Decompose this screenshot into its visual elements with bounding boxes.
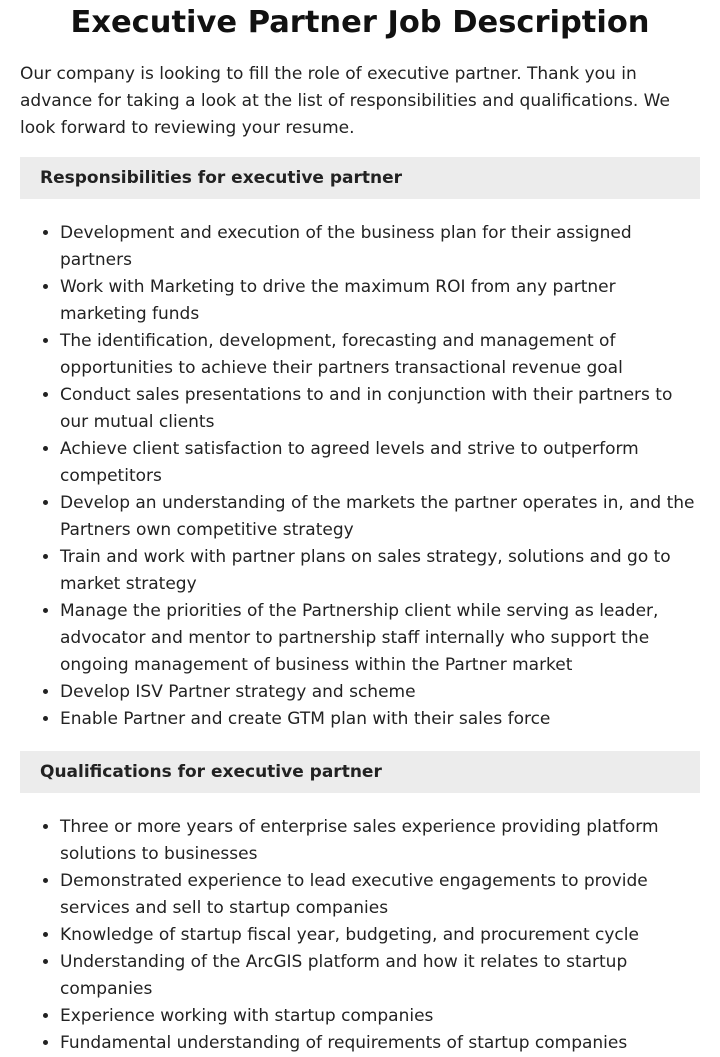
list-item: • Achieve client satisfaction to agreed levels and strive to outperform competitors xyxy=(60,436,700,490)
list-item: • Fundamental understanding of requirements of startup companies xyxy=(60,1030,700,1057)
list-item: • Manage the priorities of the Partnership client while serving as leader, advocator and mentor to partnership staff internally who support the ongoing management of business within the Partner market xyxy=(60,598,700,679)
intro-paragraph: Our company is looking to fill the role of executive partner. Thank you in advance for taking a look at the list of responsibilities and qualifications. We look forward to reviewing your resume. xyxy=(20,64,670,138)
list-item: • Train and work with partner plans on sales strategy, solutions and go to market strategy xyxy=(60,544,700,598)
list-item: • Understanding of the ArcGIS platform and how it relates to startup companies xyxy=(60,949,700,1003)
responsibilities-list xyxy=(20,220,700,733)
qualifications-heading: Qualifications for executive partner xyxy=(20,751,700,793)
list-item: • Develop an understanding of the markets the partner operates in, and the Partners own competitive strategy xyxy=(60,490,700,544)
qualifications-list xyxy=(20,814,700,1057)
list-item: • Develop ISV Partner strategy and scheme xyxy=(60,679,700,706)
page-title: Executive Partner Job Description xyxy=(70,5,650,40)
list-item: • Conduct sales presentations to and in conjunction with their partners to our mutual clients xyxy=(60,382,700,436)
list-item: • The identification, development, forecasting and management of opportunities to achieve their partners transactional revenue goal xyxy=(60,328,700,382)
list-item: • Development and execution of the business plan for their assigned partners xyxy=(60,220,700,274)
list-item: • Experience working with startup companies xyxy=(60,1003,700,1030)
list-item: • Enable Partner and create GTM plan with their sales force xyxy=(60,706,700,733)
list-item: • Work with Marketing to drive the maximum ROI from any partner marketing funds xyxy=(60,274,700,328)
responsibilities-heading: Responsibilities for executive partner xyxy=(20,157,700,199)
list-item: • Demonstrated experience to lead executive engagements to provide services and sell to startup companies xyxy=(60,868,700,922)
list-item: • Knowledge of startup fiscal year, budgeting, and procurement cycle xyxy=(60,922,700,949)
list-item: • Three or more years of enterprise sales experience providing platform solutions to businesses xyxy=(60,814,700,868)
